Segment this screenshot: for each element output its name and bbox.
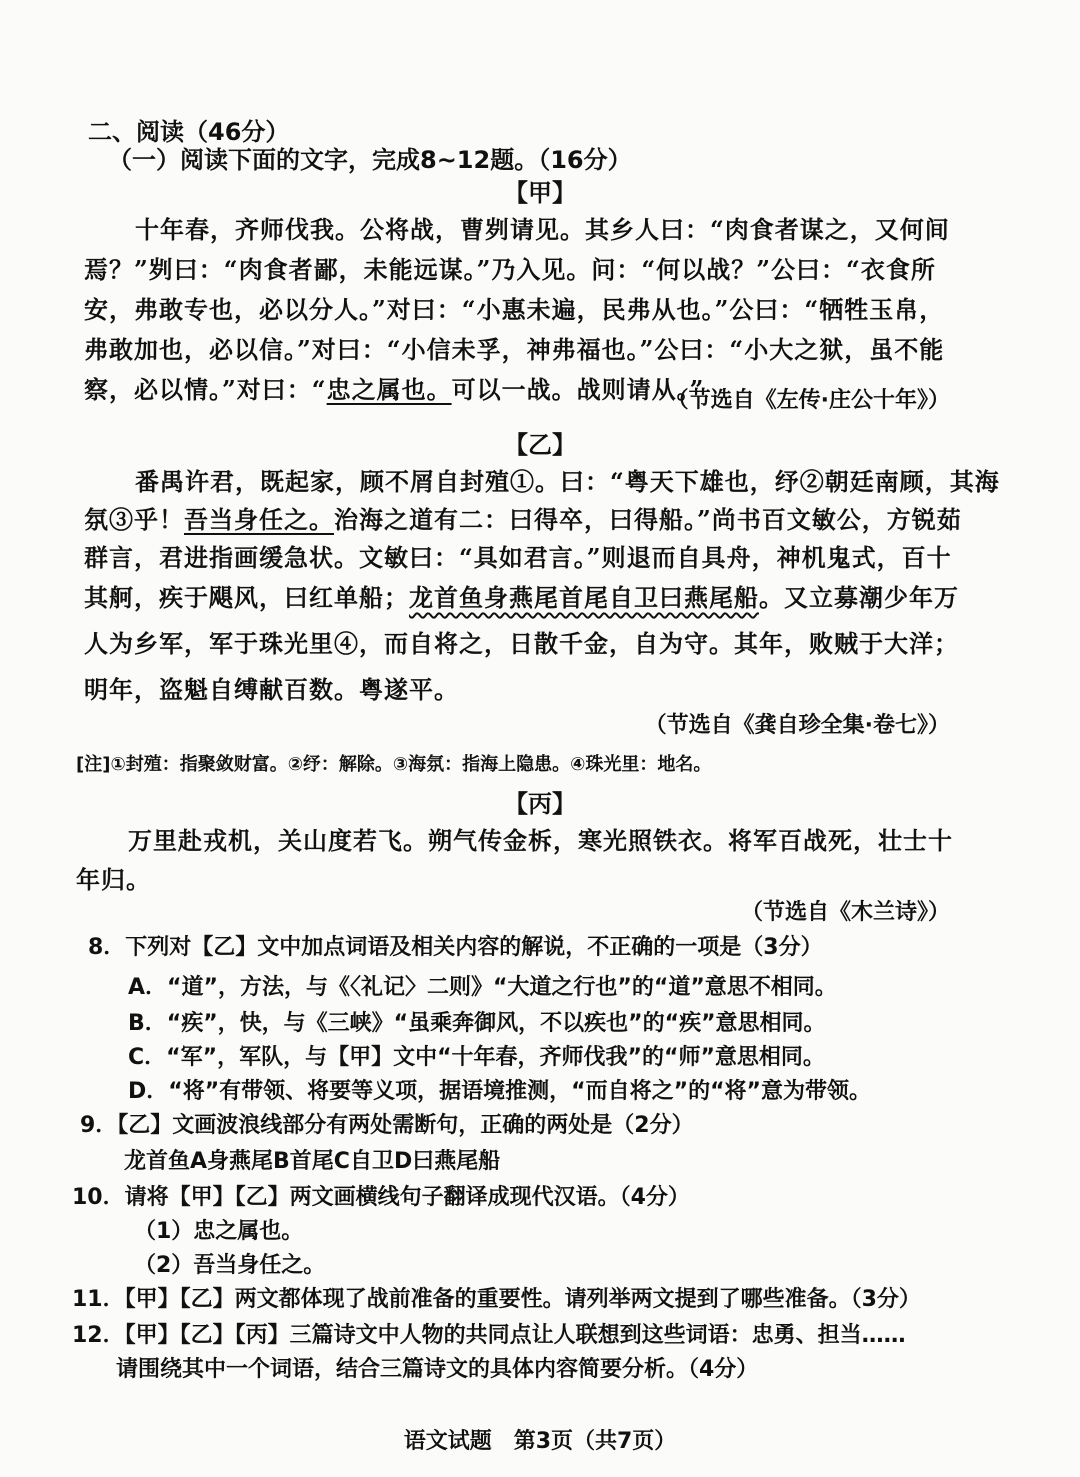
yi-line-6: 明年，盗魁自缚献百数。粤遂平。 (84, 675, 459, 704)
jia-line-5-post: 可以一战。战则请从。” (451, 375, 705, 404)
yi-line-2-pre: 氛③乎！ (84, 505, 184, 534)
jia-underlined-sentence: 忠之属也。 (326, 375, 452, 404)
jia-line-3: 安，弗敢专也，必以分人。”对曰：“小惠未遍，民弗从也。”公曰：“牺牲玉帛， (84, 295, 945, 324)
question-9-options: 龙首鱼A身燕尾B首尾C自卫D曰燕尾船 (124, 1149, 501, 1174)
question-8-option-d: D．“将”有带领、将要等义项，据语境推测，“而自将之”的“将”意为带领。 (128, 1079, 872, 1104)
question-12-line-2: 请围绕其中一个词语，结合三篇诗文的具体内容简要分析。（4分） (116, 1357, 759, 1382)
bing-source: （节选自《木兰诗》） (740, 900, 950, 925)
bing-line-2: 年归。 (76, 865, 151, 894)
yi-wavy-underlined-phrase: 龙首鱼身燕尾首尾自卫曰燕尾船 (409, 583, 759, 612)
question-10-item-1: （1）忠之属也。 (134, 1219, 304, 1244)
yi-line-5: 人为乡军，军于珠光里④，而自将之，日散千金，自为守。其年，败贼于大洋； (84, 629, 959, 658)
jia-line-4: 弗敢加也，必以信。”对曰：“小信未孚，神弗福也。”公曰：“小大之狱，虽不能 (84, 335, 945, 364)
section-title: 二、阅读（46分） (88, 118, 290, 146)
passage-bing-title: 【丙】 (504, 790, 576, 818)
question-8-option-b: B．“疾”，快，与《三峡》“虽乘奔御风，不以疾也”的“疾”意思相同。 (128, 1011, 826, 1036)
yi-line-4 (84, 578, 959, 613)
question-10: 10．请将【甲】【乙】两文画横线句子翻译成现代汉语。（4分） (72, 1185, 690, 1210)
yi-line-2 (84, 500, 962, 535)
jia-line-5 (84, 370, 704, 405)
question-8-option-c: C．“军”，军队，与【甲】文中“十年春，齐师伐我”的“师”意思相同。 (128, 1045, 825, 1070)
jia-source: （节选自《左传·庄公十年》） (666, 388, 950, 413)
jia-line-2: 焉？”刿曰：“肉食者鄙，未能远谋。”乃入见。问：“何以战？”公曰：“衣食所 (84, 255, 936, 284)
yi-line-1: 番禺许君，既起家，顾不屑自封殖①。曰：“粤天下雄也，纾②朝廷南顾，其海 (135, 467, 1000, 496)
question-12: 12．【甲】【乙】【丙】三篇诗文中人物的共同点让人联想到这些词语：忠勇、担当…… (72, 1323, 906, 1348)
yi-line-3: 群言，君进指画缓急状。文敏曰：“具如君言。”则退而自具舟，神机鬼式，百十 (84, 543, 952, 572)
sub-title: （一）阅读下面的文字，完成8~12题。（16分） (108, 146, 632, 174)
yi-underlined-sentence: 吾当身任之。 (184, 505, 334, 534)
yi-annotation: [注]①封殖：指聚敛财富。②纾：解除。③海氛：指海上隐患。④珠光里：地名。 (76, 754, 712, 775)
page-footer: 语文试题 第3页（共7页） (403, 1429, 677, 1454)
question-8-option-a: A．“道”，方法，与《〈礼记〉二则》“大道之行也”的“道”意思不相同。 (128, 975, 837, 1000)
yi-line-4-post: 。又立募潮少年万 (759, 583, 959, 612)
passage-yi-title: 【乙】 (504, 431, 576, 459)
jia-line-1: 十年春，齐师伐我。公将战，曹刿请见。其乡人曰：“肉食者谋之，又何间 (135, 215, 950, 244)
passage-jia-title: 【甲】 (504, 179, 576, 207)
yi-source: （节选自《龚自珍全集·卷七》） (644, 713, 950, 738)
yi-line-4-pre: 其舸，疾于飓风，曰红单船； (84, 583, 409, 612)
question-8: 8．下列对【乙】文中加点词语及相关内容的解说，不正确的一项是（3分） (88, 935, 823, 960)
jia-line-5-pre: 察，必以情。”对曰：“ (84, 375, 327, 404)
question-10-item-2: （2）吾当身任之。 (134, 1253, 326, 1278)
question-11: 11．【甲】【乙】两文都体现了战前准备的重要性。请列举两文提到了哪些准备。（3分） (72, 1287, 921, 1312)
question-9: 9．【乙】文画波浪线部分有两处需断句，正确的两处是（2分） (80, 1113, 694, 1138)
yi-line-2-post: 治海之道有二：曰得卒，曰得船。”尚书百文敏公，方锐茹 (334, 505, 962, 534)
bing-line-1: 万里赴戎机，关山度若飞。朔气传金柝，寒光照铁衣。将军百战死，壮士十 (128, 826, 953, 855)
